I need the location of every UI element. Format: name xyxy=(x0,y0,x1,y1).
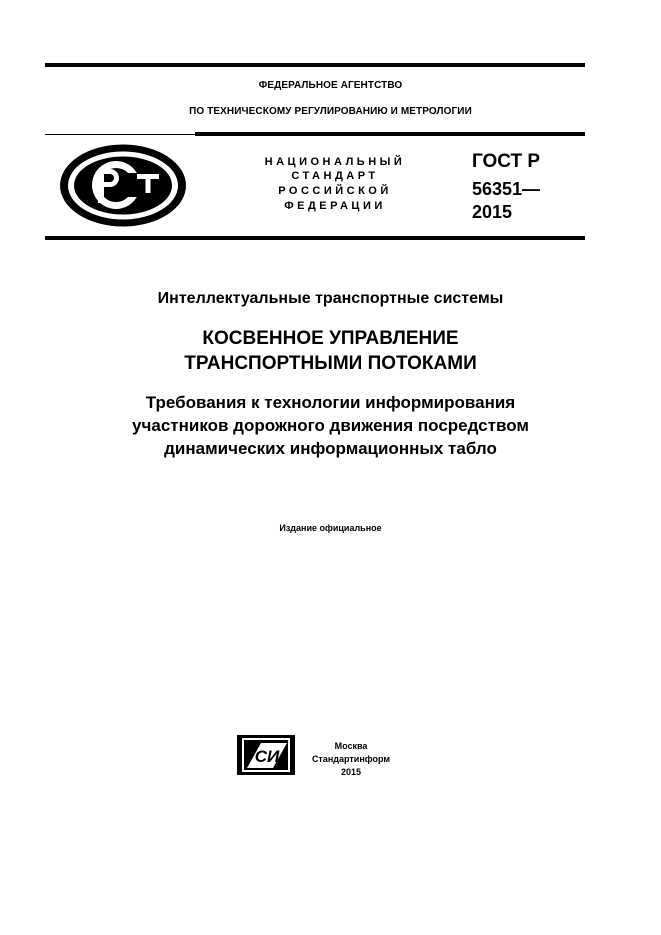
agency-line-1: ФЕДЕРАЛЬНОЕ АГЕНТСТВО xyxy=(258,80,403,91)
main-title-line-2: ТРАНСПОРТНЫМИ ПОТОКАМИ xyxy=(184,353,477,374)
designation-line-2: 56351— xyxy=(472,179,541,199)
agency-line-2: ПО ТЕХНИЧЕСКОМУ РЕГУЛИРОВАНИЮ И МЕТРОЛОГИИ xyxy=(189,106,472,117)
subtitle-line-3: динамических информационных табло xyxy=(164,439,497,458)
standartinform-logo-icon xyxy=(237,735,295,775)
subtitle-line-1: Требования к технологии информирования xyxy=(145,393,516,412)
national-standard-line-3: РОССИЙСКОЙ xyxy=(278,185,392,197)
header-top-rule xyxy=(195,132,585,136)
edition-note: Издание официальное xyxy=(279,523,382,533)
publisher-logo-text: СИ xyxy=(254,747,280,766)
national-standard-line-2: СТАНДАРТ xyxy=(291,170,379,182)
national-standard-line-1: НАЦИОНАЛЬНЫЙ xyxy=(264,156,406,168)
main-title-line-1: КОСВЕННОЕ УПРАВЛЕНИЕ xyxy=(202,328,459,349)
rst-mark-icon xyxy=(58,143,188,228)
designation-line-3: 2015 xyxy=(472,202,513,222)
publisher-name: Стандартинформ xyxy=(311,754,391,764)
subtitle-line-2: участников дорожного движения посредством xyxy=(132,416,529,435)
header-top-rule-thin xyxy=(45,134,195,135)
header-bottom-rule xyxy=(45,236,585,240)
publisher-city: Москва xyxy=(334,741,368,751)
designation-line-1: ГОСТ Р xyxy=(472,151,541,172)
national-standard-line-4: ФЕДЕРАЦИИ xyxy=(284,200,386,212)
publisher-year: 2015 xyxy=(340,767,362,777)
series-title: Интеллектуальные транспортные системы xyxy=(157,290,504,307)
top-rule xyxy=(45,63,585,67)
